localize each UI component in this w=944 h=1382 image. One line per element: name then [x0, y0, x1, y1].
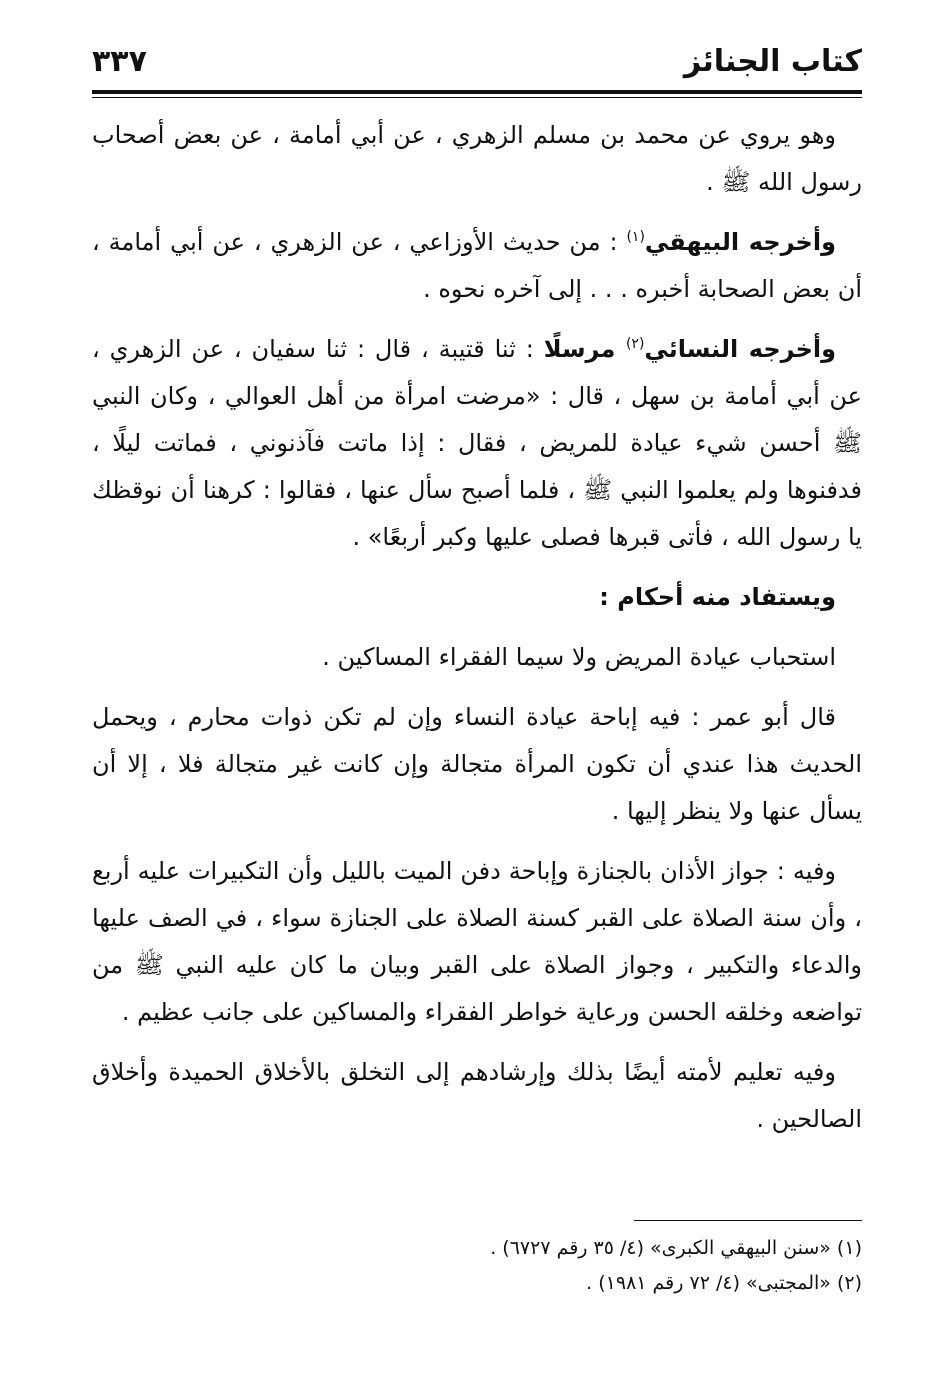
header-rule-thin	[92, 97, 862, 98]
footnote-ref-2[interactable]: (٢)	[625, 336, 645, 352]
paragraph-2	[92, 219, 862, 313]
paragraph-5: قال أبو عمر : فيه إباحة عيادة النساء وإن لم تكن ذوات محارم ، ويحمل الحديث هذا عندي أن تكون المرأة متجالة وإن كانت غير متجالة فلا ، إلا أن يسأل عنها ولا ينظر إليها .	[92, 703, 862, 825]
page-number: ٣٣٧	[92, 44, 147, 79]
page-header	[92, 38, 862, 88]
paragraph-1: وهو يروي عن محمد بن مسلم الزهري ، عن أبي أمامة ، عن بعض أصحاب رسول الله ﷺ .	[92, 121, 862, 196]
footnote-1: (١) «سنن البيهقي الكبرى» (٤/ ٣٥ رقم ٦٧٢٧) .	[490, 1237, 862, 1259]
main-text	[92, 112, 862, 1156]
paragraph-2-text: : من حديث الأوزاعي ، عن الزهري ، عن أبي أمامة ، أن بعض الصحابة أخبره . . . إلى آخره نحوه .	[92, 228, 862, 303]
footnote-ref-1[interactable]: (١)	[626, 229, 645, 245]
footnote-2: (٢) «المجتبى» (٤/ ٧٢ رقم ١٩٨١) .	[586, 1272, 862, 1294]
paragraph-3-lead: وأخرجه النسائي	[644, 335, 837, 363]
footnote-divider	[634, 1220, 862, 1221]
paragraph-2-lead: وأخرجه البيهقي	[644, 228, 837, 256]
paragraph-3-text: : ثنا قتيبة ، قال : ثنا سفيان ، عن الزهري ، عن أبي أمامة بن سهل ، قال : «مرضت امرأة من أهل العوالي ، وكان النبي ﷺ أحسن شيء عيادة للمريض ، فقال : إذا ماتت فآذنوني ، فماتت ليلًا ، فدفنوها ولم يعلموا النبي ﷺ ، فلما أصبح سأل عنها ، فقالوا : كرهنا أن نوقظك يا رسول الله ، فأتى قبرها فصلى عليها وكبر أربعًا» .	[92, 335, 862, 551]
footnotes	[92, 1232, 862, 1302]
paragraph-3-lead-2: مرسلًا	[543, 335, 626, 363]
section-heading: ويستفاد منه أحكام :	[599, 583, 836, 611]
paragraph-6: وفيه : جواز الأذان بالجنازة وإباحة دفن الميت بالليل وأن التكبيرات عليه أربع ، وأن سنة الصلاة على القبر كسنة الصلاة على الجنازة سواء ، في الصف عليها والدعاء والتكبير ، وجواز الصلاة على القبر وبيان ما كان عليه النبي ﷺ من تواضعه وخلقه الحسن ورعاية خواطر الفقراء والمساكين على جانب عظيم .	[92, 857, 862, 1026]
paragraph-3	[92, 326, 862, 561]
header-rule-thick	[92, 90, 862, 94]
running-title: كتاب الجنائز	[683, 44, 862, 79]
paragraph-7: وفيه تعليم لأمته أيضًا بذلك وإرشادهم إلى التخلق بالأخلاق الحميدة وأخلاق الصالحين .	[92, 1058, 862, 1133]
paragraph-4: استحباب عيادة المريض ولا سيما الفقراء المساكين .	[322, 643, 836, 671]
